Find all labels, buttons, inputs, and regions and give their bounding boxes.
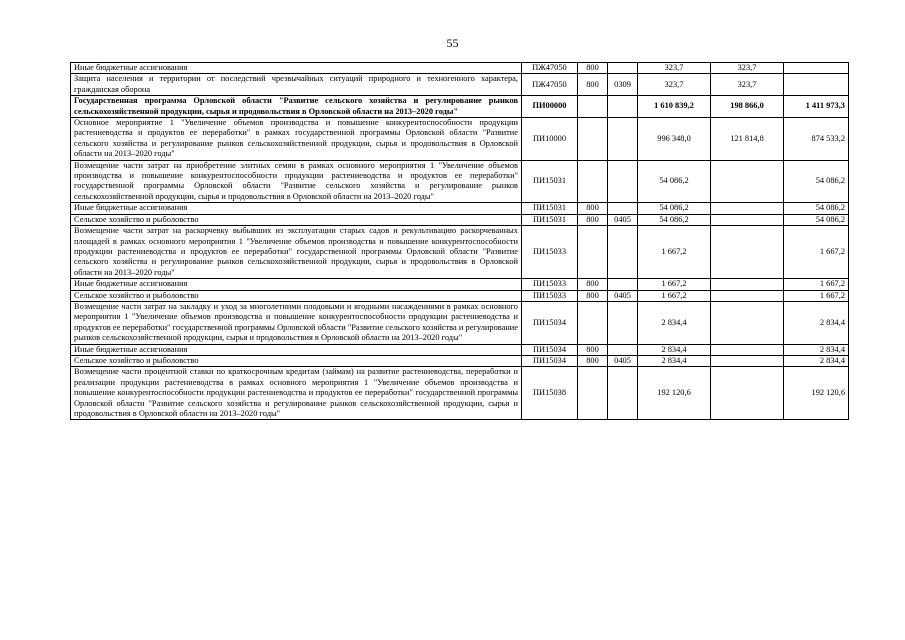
row-name-cell: Иные бюджетные ассигнования: [71, 279, 522, 290]
table-row: [71, 96, 849, 118]
section-cell: 0405: [608, 214, 638, 225]
total-amount-cell: 1 610 839,2: [638, 96, 711, 118]
target-article-cell: ПИ15034: [522, 301, 578, 344]
regional-amount-cell: 2 834,4: [784, 355, 849, 366]
regional-amount-cell: [784, 63, 849, 74]
table-row: [71, 355, 849, 366]
expense-type-cell: 800: [578, 63, 608, 74]
expense-type-cell: [578, 301, 608, 344]
target-article-cell: ПИ15031: [522, 160, 578, 203]
federal-amount-cell: [711, 160, 784, 203]
expense-type-cell: 800: [578, 279, 608, 290]
federal-amount-cell: [711, 301, 784, 344]
federal-amount-cell: [711, 344, 784, 355]
total-amount-cell: 2 834,4: [638, 355, 711, 366]
section-cell: [608, 279, 638, 290]
section-cell: 0405: [608, 355, 638, 366]
expense-type-cell: [578, 96, 608, 118]
expense-type-cell: [578, 226, 608, 279]
target-article-cell: ПИ15033: [522, 279, 578, 290]
section-cell: [608, 96, 638, 118]
section-cell: [608, 367, 638, 420]
regional-amount-cell: 1 667,2: [784, 279, 849, 290]
section-cell: [608, 118, 638, 161]
expense-type-cell: [578, 367, 608, 420]
federal-amount-cell: [711, 290, 784, 301]
total-amount-cell: 323,7: [638, 63, 711, 74]
target-article-cell: ПИ10000: [522, 118, 578, 161]
regional-amount-cell: 1 667,2: [784, 290, 849, 301]
row-name-cell: Иные бюджетные ассигнования: [71, 63, 522, 74]
expense-type-cell: 800: [578, 214, 608, 225]
budget-table: [70, 62, 849, 420]
target-article-cell: ПЖ47050: [522, 74, 578, 96]
row-name-cell: Сельское хозяйство и рыболовство: [71, 290, 522, 301]
row-name-cell: Иные бюджетные ассигнования: [71, 203, 522, 214]
section-cell: [608, 63, 638, 74]
total-amount-cell: 996 348,0: [638, 118, 711, 161]
table-row: [71, 279, 849, 290]
row-name-cell: Возмещение части затрат на приобретение элитных семян в рамках основного мероприятия 1 "Увеличение объемов производства и повышение конкурентоспособности продукции растениеводства и продуктов ее переработки" государственной программы Орловской области "Развитие сельского хозяйства и регулирование рынков сельскохозяйственной продукции, сырья и продовольствия в Орловской области на 2013–2020 годы": [71, 160, 522, 203]
federal-amount-cell: 323,7: [711, 74, 784, 96]
federal-amount-cell: [711, 226, 784, 279]
total-amount-cell: 192 120,6: [638, 367, 711, 420]
row-name-cell: Защита населения и территории от последствий чрезвычайных ситуаций природного и техногенного характера, гражданская оборона: [71, 74, 522, 96]
regional-amount-cell: 2 834,4: [784, 301, 849, 344]
target-article-cell: ПИ00000: [522, 96, 578, 118]
table-row: [71, 160, 849, 203]
federal-amount-cell: [711, 355, 784, 366]
table-row: [71, 118, 849, 161]
total-amount-cell: 54 086,2: [638, 160, 711, 203]
federal-amount-cell: [711, 203, 784, 214]
section-cell: 0309: [608, 74, 638, 96]
target-article-cell: ПИ15033: [522, 290, 578, 301]
total-amount-cell: 2 834,4: [638, 344, 711, 355]
expense-type-cell: 800: [578, 290, 608, 301]
page-number: 55: [446, 36, 459, 50]
section-cell: [608, 226, 638, 279]
federal-amount-cell: 198 866,0: [711, 96, 784, 118]
expense-type-cell: 800: [578, 74, 608, 96]
section-cell: [608, 344, 638, 355]
regional-amount-cell: 874 533,2: [784, 118, 849, 161]
federal-amount-cell: [711, 367, 784, 420]
expense-type-cell: 800: [578, 355, 608, 366]
total-amount-cell: 54 086,2: [638, 203, 711, 214]
table-row: [71, 301, 849, 344]
table-body: [71, 63, 849, 420]
row-name-cell: Возмещение части процентной ставки по краткосрочным кредитам (займам) на развитие растениеводства, переработки и реализации продукции растениеводства в рамках основного мероприятия 1 "Увеличение объемов производства и повышение конкурентоспособности продукции растениеводства и продуктов ее переработки" государственной программы Орловской области "Развитие сельского хозяйства и регулирование рынков сельскохозяйственной продукции, сырья и продовольствия в Орловской области на 2013–2020 годы": [71, 367, 522, 420]
target-article-cell: ПИ15031: [522, 214, 578, 225]
row-name-cell: Основное мероприятие 1 "Увеличение объемов производства и повышение конкурентоспособности продукции растениеводства и продуктов ее переработки" в рамках государственной программы Орловской области "Развитие сельского хозяйства и регулирование рынков сельскохозяйственной продукции, сырья и продовольствия в Орловской области на 2013–2020 годы": [71, 118, 522, 161]
regional-amount-cell: 1 411 973,3: [784, 96, 849, 118]
table-row: [71, 214, 849, 225]
target-article-cell: ПИ15038: [522, 367, 578, 420]
row-name-cell: Возмещение части затрат на раскорчевку выбывших из эксплуатации старых садов и рекультивацию раскорчеванных площадей в рамках основного мероприятия 1 "Увеличение объемов производства и повышение конкурентоспособности продукции растениеводства и продуктов ее переработки" государственной программы Орловской области "Развитие сельского хозяйства и регулирование рынков сельскохозяйственной продукции, сырья и продовольствия в Орловской области на 2013–2020 годы": [71, 226, 522, 279]
target-article-cell: ПЖ47050: [522, 63, 578, 74]
row-name-cell: Возмещение части затрат на закладку и уход за многолетними плодовыми и ягодными насаждениями в рамках основного мероприятия 1 "Увеличение объемов производства и повышение конкурентоспособности продукции растениеводства и продуктов ее переработки" государственной программы Орловской области "Развитие сельского хозяйства и регулирование рынков сельскохозяйственной продукции, сырья и продовольствия в Орловской области на 2013–2020 годы": [71, 301, 522, 344]
federal-amount-cell: [711, 279, 784, 290]
total-amount-cell: 1 667,2: [638, 279, 711, 290]
row-name-cell: Иные бюджетные ассигнования: [71, 344, 522, 355]
regional-amount-cell: 54 086,2: [784, 203, 849, 214]
table-row: [71, 367, 849, 420]
regional-amount-cell: 54 086,2: [784, 214, 849, 225]
table-row: [71, 226, 849, 279]
table-row: [71, 74, 849, 96]
total-amount-cell: 1 667,2: [638, 226, 711, 279]
total-amount-cell: 1 667,2: [638, 290, 711, 301]
table-row: [71, 203, 849, 214]
target-article-cell: ПИ15033: [522, 226, 578, 279]
expense-type-cell: [578, 160, 608, 203]
regional-amount-cell: 54 086,2: [784, 160, 849, 203]
regional-amount-cell: 1 667,2: [784, 226, 849, 279]
total-amount-cell: 54 086,2: [638, 214, 711, 225]
section-cell: [608, 301, 638, 344]
section-cell: [608, 203, 638, 214]
expense-type-cell: 800: [578, 344, 608, 355]
expense-type-cell: 800: [578, 203, 608, 214]
regional-amount-cell: 2 834,4: [784, 344, 849, 355]
row-name-cell: Сельское хозяйство и рыболовство: [71, 214, 522, 225]
row-name-cell: Сельское хозяйство и рыболовство: [71, 355, 522, 366]
federal-amount-cell: 121 814,8: [711, 118, 784, 161]
regional-amount-cell: 192 120,6: [784, 367, 849, 420]
table-row: [71, 344, 849, 355]
target-article-cell: ПИ15034: [522, 344, 578, 355]
federal-amount-cell: 323,7: [711, 63, 784, 74]
federal-amount-cell: [711, 214, 784, 225]
target-article-cell: ПИ15031: [522, 203, 578, 214]
table-row: [71, 290, 849, 301]
total-amount-cell: 2 834,4: [638, 301, 711, 344]
regional-amount-cell: [784, 74, 849, 96]
row-name-cell: Государственная программа Орловской области "Развитие сельского хозяйства и регулирование рынков сельскохозяйственной продукции, сырья и продовольствия в Орловской области на 2013–2020 годы": [71, 96, 522, 118]
table-row: [71, 63, 849, 74]
expense-type-cell: [578, 118, 608, 161]
total-amount-cell: 323,7: [638, 74, 711, 96]
section-cell: [608, 160, 638, 203]
target-article-cell: ПИ15034: [522, 355, 578, 366]
section-cell: 0405: [608, 290, 638, 301]
